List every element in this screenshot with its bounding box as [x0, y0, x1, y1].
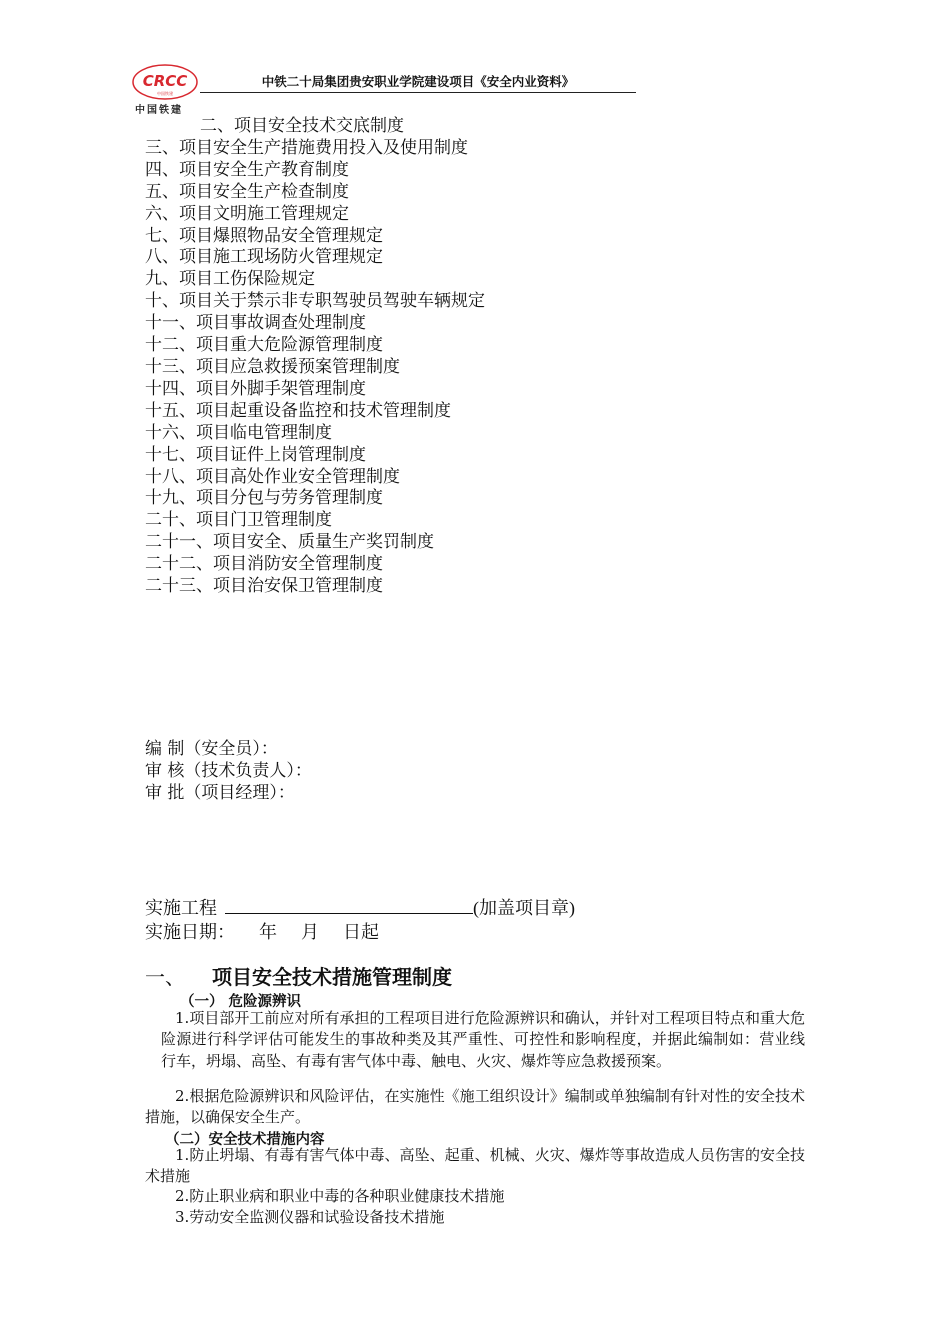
- project-label: 实施工程: [145, 898, 217, 918]
- list-item: 二、项目安全技术交底制度: [200, 116, 404, 136]
- list-item: 二十三、项目治安保卫管理制度: [145, 576, 383, 597]
- implementation-project-line: [145, 896, 575, 920]
- day-label: 日起: [343, 922, 379, 942]
- list-item: 十八、项目高处作业安全管理制度: [145, 466, 400, 487]
- logo-small-text: 中国铁建: [157, 91, 173, 96]
- list-item: 二十二、项目消防安全管理制度: [145, 554, 383, 575]
- list-item: 十五、项目起重设备监控和技术管理制度: [145, 400, 451, 421]
- subsection-heading: （二）安全技术措施内容: [165, 1132, 325, 1148]
- subsection-heading: （一） 危险源辨识: [180, 994, 302, 1010]
- paragraph: 3.劳动安全监测仪器和试验设备技术措施: [175, 1208, 445, 1226]
- list-item: 三、项目安全生产措施费用投入及使用制度: [145, 137, 468, 158]
- list-item: 十四、项目外脚手架管理制度: [145, 378, 366, 399]
- list-item: 四、项目安全生产教育制度: [145, 159, 349, 180]
- list-item: 十二、项目重大危险源管理制度: [145, 335, 383, 356]
- implementation-date-line: [145, 920, 575, 944]
- paragraph: 1.防止坍塌、有毒有害气体中毒、高坠、起重、机械、火灾、爆炸等事故造成人员伤害的安全技术措施: [145, 1146, 805, 1186]
- section-title: 项目安全技术措施管理制度: [212, 965, 452, 989]
- list-item: 八、项目施工现场防火管理规定: [145, 247, 383, 268]
- month-label: 月: [301, 922, 319, 942]
- list-item: 十六、项目临电管理制度: [145, 422, 332, 443]
- approver-line: 审 批（项目经理）：: [145, 782, 295, 803]
- list-item: 六、项目文明施工管理规定: [145, 203, 349, 224]
- list-item: 十九、项目分包与劳务管理制度: [145, 488, 383, 509]
- logo-caption: 中国铁建: [135, 105, 183, 116]
- list-item: 十三、项目应急救援预案管理制度: [145, 356, 400, 377]
- list-item: 十七、项目证件上岗管理制度: [145, 444, 366, 465]
- seal-note: (加盖项目章): [473, 898, 575, 918]
- logo-wordmark: CRCC: [142, 72, 188, 90]
- section-heading: [145, 961, 452, 990]
- list-item: 十一、项目事故调查处理制度: [145, 313, 366, 334]
- reviewer-line: 审 核（技术负责人）：: [145, 760, 312, 781]
- signature-block: [145, 739, 312, 805]
- section-number: 一、: [145, 965, 185, 989]
- compiler-line: 编 制（安全员）：: [145, 739, 278, 759]
- document-header-title: 中铁二十局集团贵安职业学院建设项目《安全内业资料》: [200, 72, 636, 93]
- list-item: 七、项目爆照物品安全管理规定: [145, 225, 383, 246]
- paragraph: 1.项目部开工前应对所有承担的工程项目进行危险源辨识和确认，并针对工程项目特点和重大危险源进行科学评估可能发生的事故种类及其严重性、可控性和影响程度，并据此编制如：营业线行车，坍塌、高坠、有毒有害气体中毒、触电、火灾、爆炸等应急救援预案。: [161, 1009, 805, 1070]
- list-item: 十、项目关于禁示非专职驾驶员驾驶车辆规定: [145, 291, 485, 312]
- paragraph: 2.根据危险源辨识和风险评估，在实施性《施工组织设计》编制或单独编制有针对性的安全技术措施，以确保安全生产。: [145, 1087, 805, 1127]
- list-item: 二十、项目门卫管理制度: [145, 510, 332, 531]
- list-item: 九、项目工伤保险规定: [145, 269, 315, 290]
- date-label: 实施日期：: [145, 922, 235, 942]
- project-blank-line: [225, 897, 473, 914]
- implementation-block: [145, 896, 575, 944]
- list-item: 五、项目安全生产检查制度: [145, 181, 349, 202]
- year-label: 年: [259, 922, 277, 942]
- regulation-list: [145, 116, 485, 598]
- list-item: 二十一、项目安全、质量生产奖罚制度: [145, 532, 434, 553]
- paragraph: 2.防止职业病和职业中毒的各种职业健康技术措施: [175, 1187, 505, 1205]
